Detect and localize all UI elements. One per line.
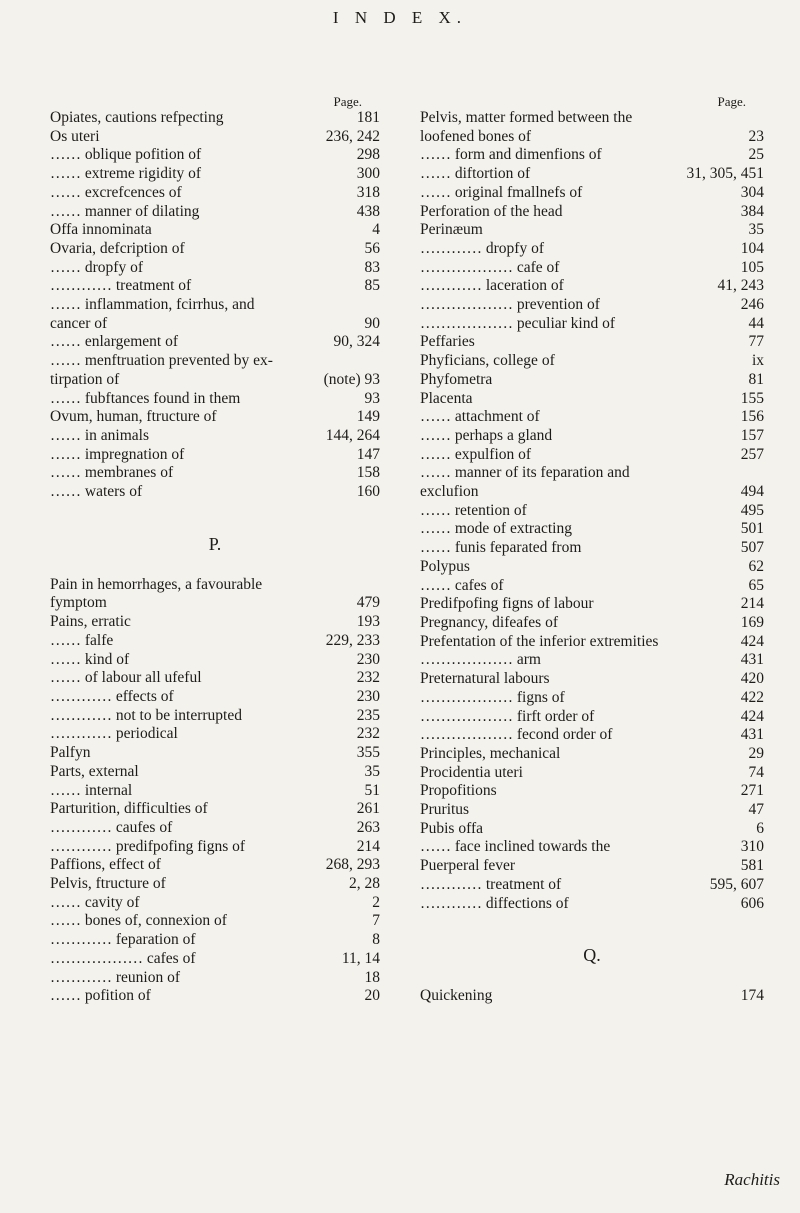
entry-pages: 420 xyxy=(740,670,764,688)
entry-term: …… excrefcences of xyxy=(50,183,182,201)
entry-term: …… diftortion of xyxy=(420,165,531,183)
entry-term: ………… laceration of xyxy=(420,277,564,295)
entry-term: …… manner of dilating xyxy=(50,202,200,220)
entry-pages: 147 xyxy=(356,445,380,463)
index-entry xyxy=(420,726,764,745)
index-entry xyxy=(420,240,764,259)
entry-pages: 90, 324 xyxy=(333,333,380,351)
entry-pages: 158 xyxy=(356,464,380,482)
entry-pages: 93 xyxy=(364,389,380,407)
index-entry xyxy=(50,744,380,763)
index-entry xyxy=(50,203,380,222)
entry-term: ………… caufes of xyxy=(50,818,173,836)
entry-term: …… membranes of xyxy=(50,464,174,482)
entry-term: ………… predifpofing figns of xyxy=(50,837,246,855)
entry-term: …… impregnation of xyxy=(50,445,185,463)
entry-term: ………… periodical xyxy=(50,725,178,743)
index-entry xyxy=(50,763,380,782)
entry-pages: 246 xyxy=(740,296,764,314)
index-entry xyxy=(420,820,764,839)
entry-pages: 77 xyxy=(748,333,764,351)
entry-term: …… perhaps a gland xyxy=(420,426,553,444)
entry-term: …… expulfion of xyxy=(420,445,532,463)
entry-term: Preternatural labours xyxy=(420,670,550,688)
entry-term: …… menftruation prevented by ex- xyxy=(50,352,273,370)
index-entry xyxy=(50,146,380,165)
entry-pages: 31, 305, 451 xyxy=(686,165,764,183)
index-entry xyxy=(50,352,380,371)
index-entry xyxy=(420,577,764,596)
entry-pages: 494 xyxy=(740,483,764,501)
entry-term: Parts, external xyxy=(50,762,139,780)
entry-term: ………… diffections of xyxy=(420,894,569,912)
entry-term: Pelvis, matter formed between the xyxy=(420,109,633,126)
index-entry xyxy=(50,613,380,632)
index-entry xyxy=(420,371,764,390)
index-entry xyxy=(420,483,764,502)
index-entry xyxy=(420,987,764,1006)
entry-list xyxy=(420,109,764,913)
entry-term: Polypus xyxy=(420,557,470,575)
index-entry xyxy=(420,146,764,165)
entry-term: Ovum, human, ftructure of xyxy=(50,408,217,426)
entry-term: …… funis feparated from xyxy=(420,539,582,557)
index-entry xyxy=(50,819,380,838)
index-entry xyxy=(50,408,380,427)
entry-term: ……………… figns of xyxy=(420,688,565,706)
section-heading-q: Q. xyxy=(583,945,601,966)
index-entry xyxy=(50,184,380,203)
entry-term: Ovaria, defcription of xyxy=(50,239,185,257)
entry-pages: 235 xyxy=(356,706,380,724)
entry-term: loofened bones of xyxy=(420,127,532,145)
index-entry xyxy=(50,576,380,595)
entry-term: …… fubftances found in them xyxy=(50,389,241,407)
entry-term: ……………… fecond order of xyxy=(420,726,613,744)
entry-term: ………… reunion of xyxy=(50,968,181,986)
entry-term: ………… not to be interrupted xyxy=(50,706,242,724)
index-entry xyxy=(50,165,380,184)
index-entry xyxy=(420,259,764,278)
entry-term: Pregnancy, difeafes of xyxy=(420,613,559,631)
index-entry xyxy=(50,483,380,502)
entry-pages: 23 xyxy=(748,127,764,145)
index-entry xyxy=(50,669,380,688)
entry-pages: 157 xyxy=(740,426,764,444)
index-entry xyxy=(420,558,764,577)
entry-term: Peffaries xyxy=(420,333,475,351)
index-entry xyxy=(420,614,764,633)
entry-pages: 181 xyxy=(356,109,380,126)
index-entry xyxy=(420,296,764,315)
index-entry xyxy=(420,390,764,409)
index-entry xyxy=(420,633,764,652)
entry-term: …… bones of, connexion of xyxy=(50,912,227,930)
entry-term: exclufion xyxy=(420,483,479,501)
entry-term: Prefentation of the inferior extremities xyxy=(420,632,659,650)
index-entry xyxy=(50,259,380,278)
entry-pages: 83 xyxy=(364,258,380,276)
entry-pages: 25 xyxy=(748,146,764,164)
index-entry xyxy=(420,502,764,521)
entry-term: fymptom xyxy=(50,594,107,612)
entry-pages: 310 xyxy=(740,838,764,856)
index-entry xyxy=(50,987,380,1006)
entry-pages: 304 xyxy=(740,183,764,201)
entry-term: Perinæum xyxy=(420,221,483,239)
index-entry xyxy=(50,277,380,296)
entry-term: …… pofition of xyxy=(50,987,151,1005)
index-entry xyxy=(50,856,380,875)
index-entry xyxy=(50,390,380,409)
entry-term: …… manner of its feparation and xyxy=(420,464,630,482)
entry-pages: 230 xyxy=(356,650,380,668)
index-entry xyxy=(420,670,764,689)
entry-pages: 193 xyxy=(356,613,380,631)
entry-term: …… kind of xyxy=(50,650,130,668)
entry-pages: 581 xyxy=(740,857,764,875)
index-entry xyxy=(420,857,764,876)
index-entry xyxy=(420,184,764,203)
entry-pages: 595, 607 xyxy=(709,875,764,893)
entry-term: Perforation of the head xyxy=(420,202,563,220)
entry-term: ………… dropfy of xyxy=(420,239,544,257)
entry-term: tirpation of xyxy=(50,370,120,388)
index-entry xyxy=(50,632,380,651)
entry-term: Palfyn xyxy=(50,744,91,762)
entry-term: …… oblique pofition of xyxy=(50,146,202,164)
index-entry xyxy=(420,838,764,857)
index-entry xyxy=(50,315,380,334)
index-column-right xyxy=(420,95,764,1006)
entry-pages: 479 xyxy=(356,594,380,612)
entry-pages: 263 xyxy=(356,818,380,836)
entry-pages: 81 xyxy=(748,370,764,388)
entry-term: Offa innominata xyxy=(50,221,152,239)
entry-term: …… face inclined towards the xyxy=(420,838,611,856)
entry-pages: 41, 243 xyxy=(717,277,764,295)
entry-term: …… waters of xyxy=(50,483,143,501)
entry-pages: 174 xyxy=(740,987,764,1005)
entry-list xyxy=(50,109,380,502)
entry-term: Phyfometra xyxy=(420,370,493,388)
entry-pages: 11, 14 xyxy=(341,949,380,967)
entry-pages: 298 xyxy=(356,146,380,164)
index-entry xyxy=(420,520,764,539)
index-entry xyxy=(420,408,764,427)
entry-pages: 90 xyxy=(364,314,380,332)
entry-pages: 236, 242 xyxy=(325,127,380,145)
index-entry xyxy=(50,464,380,483)
entry-pages: ix xyxy=(751,352,764,370)
entry-pages: 355 xyxy=(356,744,380,762)
index-entry xyxy=(420,277,764,296)
entry-pages: 271 xyxy=(740,782,764,800)
page-column-label: Page. xyxy=(333,94,362,109)
index-entry xyxy=(420,651,764,670)
entry-term: …… retention of xyxy=(420,501,527,519)
entry-pages: 62 xyxy=(748,557,764,575)
entry-pages: 35 xyxy=(748,221,764,239)
entry-term: …… attachment of xyxy=(420,408,540,426)
entry-pages: 105 xyxy=(740,258,764,276)
entry-pages: 229, 233 xyxy=(325,631,380,649)
entry-pages: 214 xyxy=(356,837,380,855)
catchword: Rachitis xyxy=(724,1170,780,1189)
entry-term: Pruritus xyxy=(420,801,470,819)
entry-pages: 606 xyxy=(740,894,764,912)
entry-term: ……………… arm xyxy=(420,651,541,669)
entry-pages: 268, 293 xyxy=(325,856,380,874)
index-entry xyxy=(50,594,380,613)
index-entry xyxy=(50,725,380,744)
entry-pages: 8 xyxy=(372,931,380,949)
entry-pages: 431 xyxy=(740,726,764,744)
entry-term: Pains, erratic xyxy=(50,613,131,631)
entry-pages: 2 xyxy=(372,893,380,911)
entry-pages: 104 xyxy=(740,239,764,257)
index-entry xyxy=(420,221,764,240)
index-column-left xyxy=(50,95,380,1006)
entry-term: Os uteri xyxy=(50,127,100,145)
index-entry xyxy=(50,240,380,259)
index-entry xyxy=(50,221,380,240)
entry-pages: 438 xyxy=(356,202,380,220)
entry-pages: 261 xyxy=(356,800,380,818)
entry-term: ………… feparation of xyxy=(50,931,196,949)
entry-pages: 424 xyxy=(740,632,764,650)
entry-term: cancer of xyxy=(50,314,108,332)
index-entry xyxy=(420,801,764,820)
entry-pages: 65 xyxy=(748,576,764,594)
entry-pages: 18 xyxy=(364,968,380,986)
entry-pages: 44 xyxy=(748,314,764,332)
index-entry xyxy=(420,764,764,783)
entry-term: Pain in hemorrhages, a favourable xyxy=(50,575,263,593)
entry-term: …… falfe xyxy=(50,631,114,649)
entry-term: …… cavity of xyxy=(50,893,140,911)
entry-pages: 495 xyxy=(740,501,764,519)
entry-term: Principles, mechanical xyxy=(420,744,561,762)
entry-term: ………… treatment of xyxy=(420,875,562,893)
entry-pages: 35 xyxy=(364,762,380,780)
index-entry xyxy=(50,109,380,128)
page-header: I N D E X. xyxy=(332,8,468,27)
entry-pages: 501 xyxy=(740,520,764,538)
entry-pages: 29 xyxy=(748,744,764,762)
entry-term: …… internal xyxy=(50,781,133,799)
entry-list-p xyxy=(50,576,380,1006)
entry-term: …… of labour all ufeful xyxy=(50,669,202,687)
index-entry xyxy=(50,950,380,969)
index-entry xyxy=(420,782,764,801)
entry-term: Phyficians, college of xyxy=(420,352,555,370)
entry-term: Placenta xyxy=(420,389,473,407)
index-entry xyxy=(420,689,764,708)
index-entry xyxy=(50,371,380,390)
entry-term: ……………… prevention of xyxy=(420,296,600,314)
entry-term: …… in animals xyxy=(50,426,150,444)
entry-pages: 2, 28 xyxy=(349,875,380,893)
index-entry xyxy=(50,688,380,707)
entry-term: ……………… firft order of xyxy=(420,707,595,725)
entry-pages: 422 xyxy=(740,688,764,706)
index-entry xyxy=(420,315,764,334)
entry-pages: 47 xyxy=(748,801,764,819)
index-entry xyxy=(420,333,764,352)
entry-term: …… enlargement of xyxy=(50,333,178,351)
entry-pages: 169 xyxy=(740,613,764,631)
entry-term: …… extreme rigidity of xyxy=(50,165,202,183)
section-heading-p: P. xyxy=(208,533,222,554)
entry-pages: 384 xyxy=(740,202,764,220)
entry-pages: (note) 93 xyxy=(323,370,380,388)
entry-pages: 149 xyxy=(356,408,380,426)
entry-pages: 144, 264 xyxy=(325,426,380,444)
entry-term: Opiates, cautions refpecting xyxy=(50,109,224,126)
entry-term: …… form and dimenfions of xyxy=(420,146,602,164)
entry-pages: 4 xyxy=(372,221,380,239)
index-entry xyxy=(420,464,764,483)
entry-term: Paffions, effect of xyxy=(50,856,161,874)
entry-pages: 156 xyxy=(740,408,764,426)
index-entry xyxy=(420,203,764,222)
entry-pages: 300 xyxy=(356,165,380,183)
entry-pages: 232 xyxy=(356,725,380,743)
index-entry xyxy=(50,446,380,465)
entry-pages: 51 xyxy=(364,781,380,799)
index-entry xyxy=(420,352,764,371)
entry-term: ……………… cafes of xyxy=(50,949,196,967)
index-entry xyxy=(50,875,380,894)
index-entry xyxy=(420,708,764,727)
entry-term: ……………… cafe of xyxy=(420,258,560,276)
entry-term: Parturition, difficulties of xyxy=(50,800,208,818)
entry-pages: 431 xyxy=(740,651,764,669)
index-entry xyxy=(50,128,380,147)
entry-list-q xyxy=(420,987,764,1006)
index-entry xyxy=(50,800,380,819)
entry-term: Propofitions xyxy=(420,782,497,800)
entry-pages: 507 xyxy=(740,539,764,557)
entry-term: Quickening xyxy=(420,987,493,1005)
index-entry xyxy=(50,333,380,352)
entry-term: ……………… peculiar kind of xyxy=(420,314,616,332)
index-entry xyxy=(50,782,380,801)
entry-pages: 318 xyxy=(356,183,380,201)
index-entry xyxy=(420,745,764,764)
index-entry xyxy=(420,446,764,465)
entry-pages: 20 xyxy=(364,987,380,1005)
entry-term: …… inflammation, fcirrhus, and xyxy=(50,296,255,314)
entry-pages: 85 xyxy=(364,277,380,295)
entry-pages: 155 xyxy=(740,389,764,407)
entry-term: …… dropfy of xyxy=(50,258,143,276)
index-entry xyxy=(50,427,380,446)
entry-term: …… mode of extracting xyxy=(420,520,572,538)
index-entry xyxy=(50,707,380,726)
index-entry xyxy=(420,109,764,128)
index-entry xyxy=(420,895,764,914)
entry-pages: 232 xyxy=(356,669,380,687)
entry-pages: 424 xyxy=(740,707,764,725)
entry-term: ………… effects of xyxy=(50,687,174,705)
entry-term: Procidentia uteri xyxy=(420,763,523,781)
index-entry xyxy=(50,651,380,670)
entry-pages: 6 xyxy=(756,819,764,837)
index-entry xyxy=(420,128,764,147)
entry-pages: 257 xyxy=(740,445,764,463)
entry-term: Predifpofing figns of labour xyxy=(420,595,594,613)
index-entry xyxy=(420,427,764,446)
entry-term: Pelvis, ftructure of xyxy=(50,875,166,893)
entry-term: …… cafes of xyxy=(420,576,504,594)
page-column-label: Page. xyxy=(717,94,746,109)
index-entry xyxy=(420,165,764,184)
index-entry xyxy=(50,894,380,913)
entry-term: Pubis offa xyxy=(420,819,484,837)
index-entry xyxy=(420,876,764,895)
entry-term: …… original fmallnefs of xyxy=(420,183,583,201)
entry-pages: 7 xyxy=(372,912,380,930)
entry-term: Puerperal fever xyxy=(420,857,516,875)
index-entry xyxy=(50,931,380,950)
index-entry xyxy=(420,539,764,558)
entry-pages: 56 xyxy=(364,239,380,257)
index-entry xyxy=(50,969,380,988)
index-entry xyxy=(50,838,380,857)
index-entry xyxy=(50,296,380,315)
entry-pages: 214 xyxy=(740,595,764,613)
index-entry xyxy=(50,912,380,931)
entry-pages: 74 xyxy=(748,763,764,781)
entry-pages: 230 xyxy=(356,687,380,705)
entry-pages: 160 xyxy=(356,483,380,501)
entry-term: ………… treatment of xyxy=(50,277,192,295)
index-entry xyxy=(420,595,764,614)
